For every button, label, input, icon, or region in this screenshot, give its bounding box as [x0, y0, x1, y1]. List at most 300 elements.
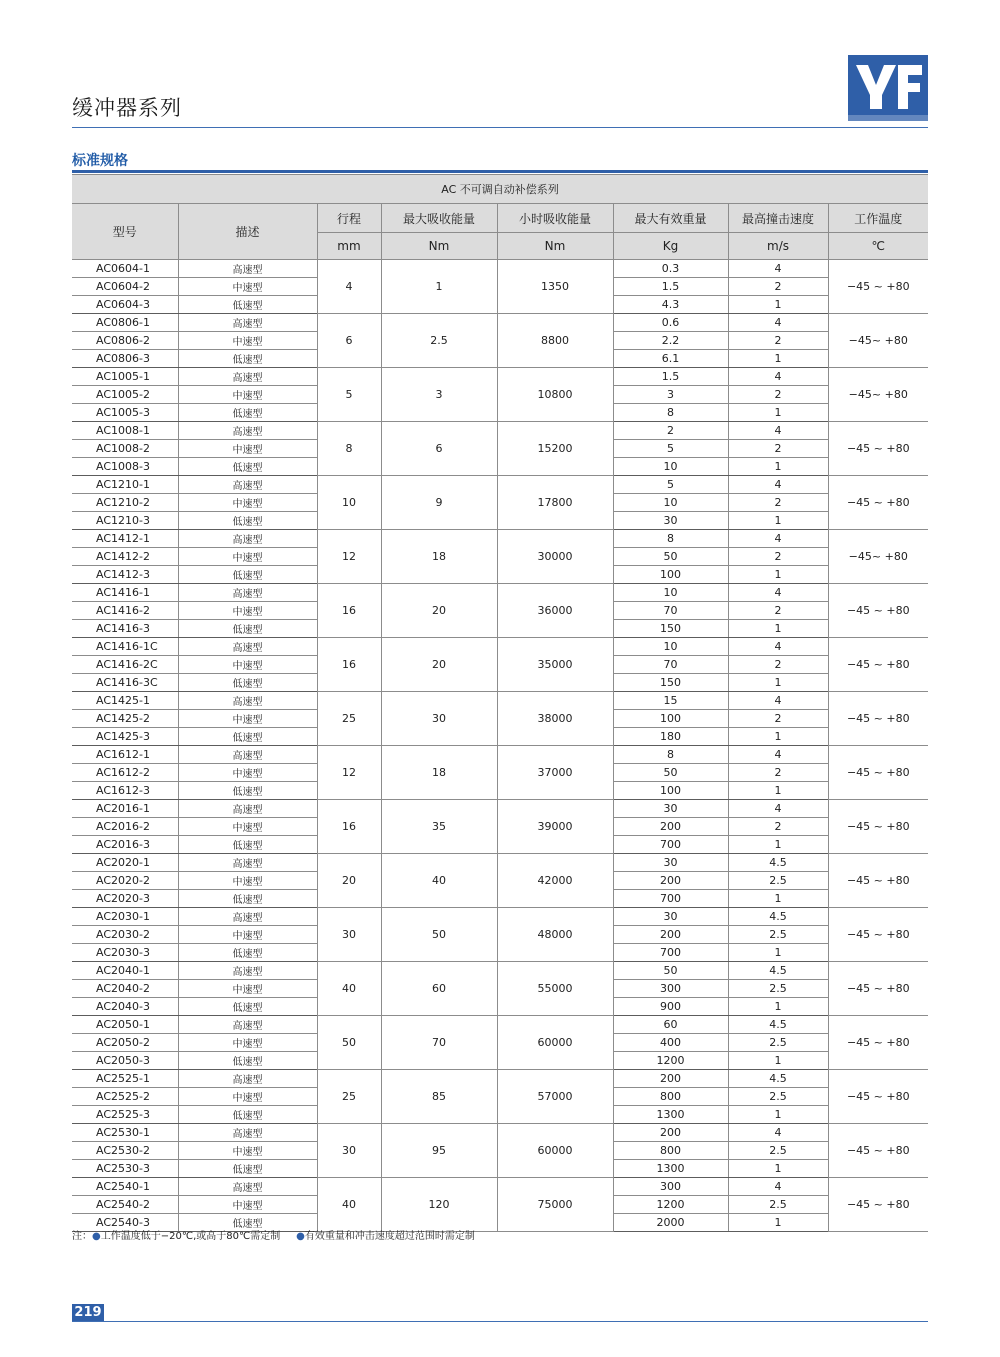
stroke-cell: 8 [317, 422, 381, 476]
model-cell: AC2030-1 [72, 908, 178, 926]
desc-cell: 高速型 [178, 1124, 317, 1142]
max-energy-cell: 6 [381, 422, 497, 476]
desc-cell: 低速型 [178, 1106, 317, 1124]
table-row [72, 314, 928, 332]
desc-cell: 高速型 [178, 530, 317, 548]
max-speed-cell: 4.5 [728, 1070, 828, 1088]
hour-energy-cell: 35000 [497, 638, 613, 692]
model-cell: AC2530-2 [72, 1142, 178, 1160]
desc-cell: 中速型 [178, 332, 317, 350]
max-mass-cell: 50 [613, 962, 728, 980]
max-energy-cell: 3 [381, 368, 497, 422]
stroke-cell: 5 [317, 368, 381, 422]
hour-energy-cell: 37000 [497, 746, 613, 800]
hour-energy-cell: 8800 [497, 314, 613, 368]
model-cell: AC1412-2 [72, 548, 178, 566]
desc-cell: 低速型 [178, 728, 317, 746]
table-row [72, 1124, 928, 1142]
max-mass-cell: 5 [613, 440, 728, 458]
model-cell: AC0806-2 [72, 332, 178, 350]
stroke-cell: 10 [317, 476, 381, 530]
temp-cell: −45~ +80 [828, 368, 928, 422]
desc-cell: 中速型 [178, 602, 317, 620]
model-cell: AC2030-3 [72, 944, 178, 962]
max-energy-cell: 35 [381, 800, 497, 854]
table-row [72, 530, 928, 548]
max-speed-cell: 1 [728, 782, 828, 800]
max-speed-cell: 2.5 [728, 926, 828, 944]
max-speed-cell: 2.5 [728, 1196, 828, 1214]
model-cell: AC1425-1 [72, 692, 178, 710]
model-cell: AC1416-1C [72, 638, 178, 656]
temp-cell: −45 ~ +80 [828, 638, 928, 692]
desc-cell: 低速型 [178, 1052, 317, 1070]
max-mass-cell: 3 [613, 386, 728, 404]
max-speed-cell: 4 [728, 692, 828, 710]
max-mass-cell: 200 [613, 872, 728, 890]
model-cell: AC1005-3 [72, 404, 178, 422]
desc-cell: 高速型 [178, 800, 317, 818]
stroke-cell: 40 [317, 1178, 381, 1232]
max-speed-cell: 4 [728, 1124, 828, 1142]
max-speed-cell: 4 [728, 1178, 828, 1196]
model-cell: AC2540-2 [72, 1196, 178, 1214]
model-cell: AC2040-2 [72, 980, 178, 998]
max-mass-cell: 30 [613, 854, 728, 872]
max-mass-cell: 100 [613, 566, 728, 584]
stroke-cell: 50 [317, 1016, 381, 1070]
header-model: 型号 [72, 204, 178, 260]
model-cell: AC1210-2 [72, 494, 178, 512]
stroke-cell: 4 [317, 260, 381, 314]
model-cell: AC1612-2 [72, 764, 178, 782]
max-energy-cell: 30 [381, 692, 497, 746]
max-mass-cell: 100 [613, 710, 728, 728]
max-speed-cell: 4.5 [728, 962, 828, 980]
temp-cell: −45 ~ +80 [828, 476, 928, 530]
spec-table-body [72, 260, 928, 1232]
desc-cell: 低速型 [178, 944, 317, 962]
max-mass-cell: 30 [613, 512, 728, 530]
max-energy-cell: 18 [381, 746, 497, 800]
table-row [72, 962, 928, 980]
temp-cell: −45 ~ +80 [828, 854, 928, 908]
unit-max-mass: Kg [613, 233, 728, 260]
bullet-icon: ● [296, 1231, 305, 1242]
hour-energy-cell: 39000 [497, 800, 613, 854]
max-speed-cell: 2.5 [728, 1088, 828, 1106]
desc-cell: 高速型 [178, 368, 317, 386]
max-energy-cell: 60 [381, 962, 497, 1016]
max-mass-cell: 0.6 [613, 314, 728, 332]
desc-cell: 中速型 [178, 1088, 317, 1106]
max-speed-cell: 2 [728, 656, 828, 674]
max-mass-cell: 1300 [613, 1160, 728, 1178]
max-energy-cell: 40 [381, 854, 497, 908]
model-cell: AC2525-3 [72, 1106, 178, 1124]
model-cell: AC1005-1 [72, 368, 178, 386]
desc-cell: 高速型 [178, 260, 317, 278]
desc-cell: 高速型 [178, 692, 317, 710]
max-speed-cell: 1 [728, 998, 828, 1016]
temp-cell: −45 ~ +80 [828, 746, 928, 800]
max-energy-cell: 20 [381, 584, 497, 638]
note-item-2: 有效重量和冲击速度超过范围时需定制 [304, 1231, 475, 1242]
max-speed-cell: 4 [728, 638, 828, 656]
max-mass-cell: 200 [613, 818, 728, 836]
max-mass-cell: 300 [613, 1178, 728, 1196]
spec-table [72, 174, 928, 1232]
hour-energy-cell: 55000 [497, 962, 613, 1016]
model-cell: AC2030-2 [72, 926, 178, 944]
max-speed-cell: 2.5 [728, 872, 828, 890]
model-cell: AC1412-1 [72, 530, 178, 548]
max-mass-cell: 70 [613, 656, 728, 674]
temp-cell: −45 ~ +80 [828, 260, 928, 314]
desc-cell: 高速型 [178, 746, 317, 764]
model-cell: AC0604-3 [72, 296, 178, 314]
max-speed-cell: 2 [728, 548, 828, 566]
temp-cell: −45 ~ +80 [828, 422, 928, 476]
max-mass-cell: 700 [613, 944, 728, 962]
temp-cell: −45 ~ +80 [828, 584, 928, 638]
desc-cell: 低速型 [178, 1160, 317, 1178]
desc-cell: 中速型 [178, 1196, 317, 1214]
section-divider [72, 170, 928, 173]
header-divider [72, 127, 928, 128]
unit-max-speed: m/s [728, 233, 828, 260]
table-row [72, 422, 928, 440]
bullet-icon: ● [92, 1231, 101, 1242]
model-cell: AC2525-2 [72, 1088, 178, 1106]
model-cell: AC1416-3C [72, 674, 178, 692]
header-desc: 描述 [178, 204, 317, 260]
desc-cell: 低速型 [178, 998, 317, 1016]
model-cell: AC1416-1 [72, 584, 178, 602]
max-mass-cell: 50 [613, 548, 728, 566]
temp-cell: −45 ~ +80 [828, 1178, 928, 1232]
yf-logo [848, 55, 928, 121]
max-speed-cell: 1 [728, 728, 828, 746]
max-mass-cell: 1200 [613, 1196, 728, 1214]
desc-cell: 高速型 [178, 908, 317, 926]
note-prefix: 注： [72, 1231, 92, 1242]
hour-energy-cell: 57000 [497, 1070, 613, 1124]
max-speed-cell: 2 [728, 278, 828, 296]
temp-cell: −45 ~ +80 [828, 692, 928, 746]
max-speed-cell: 1 [728, 1214, 828, 1232]
max-mass-cell: 100 [613, 782, 728, 800]
stroke-cell: 16 [317, 584, 381, 638]
desc-cell: 低速型 [178, 404, 317, 422]
stroke-cell: 25 [317, 1070, 381, 1124]
desc-cell: 中速型 [178, 548, 317, 566]
header-stroke: 行程 [317, 204, 381, 233]
hour-energy-cell: 15200 [497, 422, 613, 476]
max-speed-cell: 1 [728, 674, 828, 692]
desc-cell: 中速型 [178, 278, 317, 296]
max-speed-cell: 1 [728, 1160, 828, 1178]
max-speed-cell: 4 [728, 530, 828, 548]
desc-cell: 低速型 [178, 296, 317, 314]
max-speed-cell: 4 [728, 260, 828, 278]
max-mass-cell: 15 [613, 692, 728, 710]
max-speed-cell: 1 [728, 350, 828, 368]
model-cell: AC2020-2 [72, 872, 178, 890]
stroke-cell: 16 [317, 638, 381, 692]
max-speed-cell: 4 [728, 314, 828, 332]
max-speed-cell: 1 [728, 620, 828, 638]
max-speed-cell: 1 [728, 1106, 828, 1124]
page-title: 缓冲器系列 [72, 96, 182, 120]
desc-cell: 高速型 [178, 638, 317, 656]
max-mass-cell: 8 [613, 746, 728, 764]
max-speed-cell: 1 [728, 1052, 828, 1070]
footnote [72, 1227, 475, 1242]
max-speed-cell: 1 [728, 566, 828, 584]
temp-cell: −45 ~ +80 [828, 1016, 928, 1070]
desc-cell: 高速型 [178, 314, 317, 332]
desc-cell: 高速型 [178, 422, 317, 440]
max-mass-cell: 8 [613, 404, 728, 422]
max-mass-cell: 60 [613, 1016, 728, 1034]
max-mass-cell: 900 [613, 998, 728, 1016]
desc-cell: 低速型 [178, 836, 317, 854]
max-mass-cell: 300 [613, 980, 728, 998]
header-hour-energy: 小时吸收能量 [497, 204, 613, 233]
max-mass-cell: 150 [613, 620, 728, 638]
desc-cell: 中速型 [178, 1034, 317, 1052]
max-mass-cell: 200 [613, 1124, 728, 1142]
max-speed-cell: 2.5 [728, 1034, 828, 1052]
model-cell: AC1425-3 [72, 728, 178, 746]
max-speed-cell: 1 [728, 890, 828, 908]
model-cell: AC2050-2 [72, 1034, 178, 1052]
stroke-cell: 40 [317, 962, 381, 1016]
model-cell: AC1416-3 [72, 620, 178, 638]
table-row [72, 1070, 928, 1088]
max-mass-cell: 1.5 [613, 278, 728, 296]
max-mass-cell: 10 [613, 584, 728, 602]
model-cell: AC2050-1 [72, 1016, 178, 1034]
hour-energy-cell: 48000 [497, 908, 613, 962]
max-mass-cell: 1200 [613, 1052, 728, 1070]
desc-cell: 低速型 [178, 350, 317, 368]
model-cell: AC0604-2 [72, 278, 178, 296]
model-cell: AC0806-1 [72, 314, 178, 332]
max-mass-cell: 150 [613, 674, 728, 692]
table-title: AC 不可调自动补偿系列 [72, 175, 928, 204]
desc-cell: 中速型 [178, 764, 317, 782]
hour-energy-cell: 17800 [497, 476, 613, 530]
max-energy-cell: 70 [381, 1016, 497, 1070]
max-speed-cell: 1 [728, 836, 828, 854]
table-row [72, 800, 928, 818]
max-mass-cell: 30 [613, 800, 728, 818]
desc-cell: 中速型 [178, 980, 317, 998]
max-speed-cell: 2 [728, 332, 828, 350]
max-energy-cell: 85 [381, 1070, 497, 1124]
model-cell: AC2040-3 [72, 998, 178, 1016]
model-cell: AC2016-2 [72, 818, 178, 836]
max-speed-cell: 2 [728, 602, 828, 620]
header-max-energy: 最大吸收能量 [381, 204, 497, 233]
max-mass-cell: 10 [613, 458, 728, 476]
model-cell: AC1210-3 [72, 512, 178, 530]
max-mass-cell: 4.3 [613, 296, 728, 314]
desc-cell: 高速型 [178, 854, 317, 872]
model-cell: AC1005-2 [72, 386, 178, 404]
desc-cell: 中速型 [178, 872, 317, 890]
max-speed-cell: 1 [728, 458, 828, 476]
desc-cell: 中速型 [178, 494, 317, 512]
table-row [72, 368, 928, 386]
model-cell: AC2530-3 [72, 1160, 178, 1178]
unit-hour-energy: Nm [497, 233, 613, 260]
table-row [72, 908, 928, 926]
model-cell: AC1612-1 [72, 746, 178, 764]
header-max-speed: 最高撞击速度 [728, 204, 828, 233]
temp-cell: −45 ~ +80 [828, 1070, 928, 1124]
max-energy-cell: 95 [381, 1124, 497, 1178]
header-max-mass: 最大有效重量 [613, 204, 728, 233]
max-speed-cell: 2.5 [728, 980, 828, 998]
model-cell: AC0604-1 [72, 260, 178, 278]
max-speed-cell: 4 [728, 584, 828, 602]
temp-cell: −45 ~ +80 [828, 908, 928, 962]
max-mass-cell: 2.2 [613, 332, 728, 350]
model-cell: AC2020-1 [72, 854, 178, 872]
table-row [72, 476, 928, 494]
max-speed-cell: 2 [728, 818, 828, 836]
hour-energy-cell: 60000 [497, 1016, 613, 1070]
temp-cell: −45~ +80 [828, 314, 928, 368]
note-item-1: 工作温度低于−20℃,或高于80℃需定制 [100, 1231, 281, 1242]
stroke-cell: 16 [317, 800, 381, 854]
max-energy-cell: 2.5 [381, 314, 497, 368]
max-speed-cell: 2 [728, 710, 828, 728]
model-cell: AC2050-3 [72, 1052, 178, 1070]
model-cell: AC1412-3 [72, 566, 178, 584]
unit-stroke: mm [317, 233, 381, 260]
unit-temp: ℃ [828, 233, 928, 260]
desc-cell: 高速型 [178, 476, 317, 494]
hour-energy-cell: 38000 [497, 692, 613, 746]
section-title: 标准规格 [72, 153, 128, 169]
model-cell: AC1008-1 [72, 422, 178, 440]
hour-energy-cell: 42000 [497, 854, 613, 908]
model-cell: AC2540-1 [72, 1178, 178, 1196]
desc-cell: 中速型 [178, 386, 317, 404]
stroke-cell: 25 [317, 692, 381, 746]
max-speed-cell: 4.5 [728, 854, 828, 872]
max-mass-cell: 800 [613, 1088, 728, 1106]
max-speed-cell: 4 [728, 368, 828, 386]
temp-cell: −45~ +80 [828, 530, 928, 584]
model-cell: AC2016-1 [72, 800, 178, 818]
max-speed-cell: 2 [728, 764, 828, 782]
desc-cell: 中速型 [178, 440, 317, 458]
max-mass-cell: 70 [613, 602, 728, 620]
model-cell: AC1416-2 [72, 602, 178, 620]
model-cell: AC2020-3 [72, 890, 178, 908]
max-energy-cell: 9 [381, 476, 497, 530]
max-mass-cell: 700 [613, 836, 728, 854]
model-cell: AC1425-2 [72, 710, 178, 728]
max-mass-cell: 400 [613, 1034, 728, 1052]
max-mass-cell: 1300 [613, 1106, 728, 1124]
model-cell: AC2525-1 [72, 1070, 178, 1088]
stroke-cell: 30 [317, 908, 381, 962]
max-mass-cell: 700 [613, 890, 728, 908]
model-cell: AC2540-3 [72, 1214, 178, 1232]
footer-divider [72, 1321, 928, 1322]
max-mass-cell: 0.3 [613, 260, 728, 278]
desc-cell: 中速型 [178, 818, 317, 836]
desc-cell: 高速型 [178, 962, 317, 980]
max-mass-cell: 8 [613, 530, 728, 548]
stroke-cell: 6 [317, 314, 381, 368]
model-cell: AC2530-1 [72, 1124, 178, 1142]
hour-energy-cell: 1350 [497, 260, 613, 314]
model-cell: AC1008-2 [72, 440, 178, 458]
stroke-cell: 12 [317, 746, 381, 800]
max-speed-cell: 2 [728, 386, 828, 404]
max-mass-cell: 1.5 [613, 368, 728, 386]
max-speed-cell: 1 [728, 404, 828, 422]
max-speed-cell: 4.5 [728, 1016, 828, 1034]
model-cell: AC0806-3 [72, 350, 178, 368]
hour-energy-cell: 75000 [497, 1178, 613, 1232]
stroke-cell: 30 [317, 1124, 381, 1178]
max-speed-cell: 4 [728, 746, 828, 764]
max-speed-cell: 2.5 [728, 1142, 828, 1160]
max-speed-cell: 2 [728, 494, 828, 512]
desc-cell: 低速型 [178, 1214, 317, 1232]
header-temp: 工作温度 [828, 204, 928, 233]
max-mass-cell: 10 [613, 494, 728, 512]
desc-cell: 低速型 [178, 620, 317, 638]
table-row [72, 692, 928, 710]
max-speed-cell: 4.5 [728, 908, 828, 926]
max-speed-cell: 1 [728, 512, 828, 530]
max-mass-cell: 50 [613, 764, 728, 782]
desc-cell: 低速型 [178, 674, 317, 692]
table-row [72, 1178, 928, 1196]
max-mass-cell: 2 [613, 422, 728, 440]
model-cell: AC2016-3 [72, 836, 178, 854]
desc-cell: 低速型 [178, 512, 317, 530]
model-cell: AC1008-3 [72, 458, 178, 476]
hour-energy-cell: 30000 [497, 530, 613, 584]
model-cell: AC1210-1 [72, 476, 178, 494]
model-cell: AC2040-1 [72, 962, 178, 980]
desc-cell: 高速型 [178, 1070, 317, 1088]
desc-cell: 低速型 [178, 458, 317, 476]
max-energy-cell: 1 [381, 260, 497, 314]
stroke-cell: 20 [317, 854, 381, 908]
desc-cell: 中速型 [178, 656, 317, 674]
model-cell: AC1416-2C [72, 656, 178, 674]
desc-cell: 低速型 [178, 890, 317, 908]
table-row [72, 854, 928, 872]
desc-cell: 低速型 [178, 782, 317, 800]
desc-cell: 中速型 [178, 1142, 317, 1160]
temp-cell: −45 ~ +80 [828, 962, 928, 1016]
desc-cell: 中速型 [178, 926, 317, 944]
table-row [72, 260, 928, 278]
max-speed-cell: 1 [728, 944, 828, 962]
